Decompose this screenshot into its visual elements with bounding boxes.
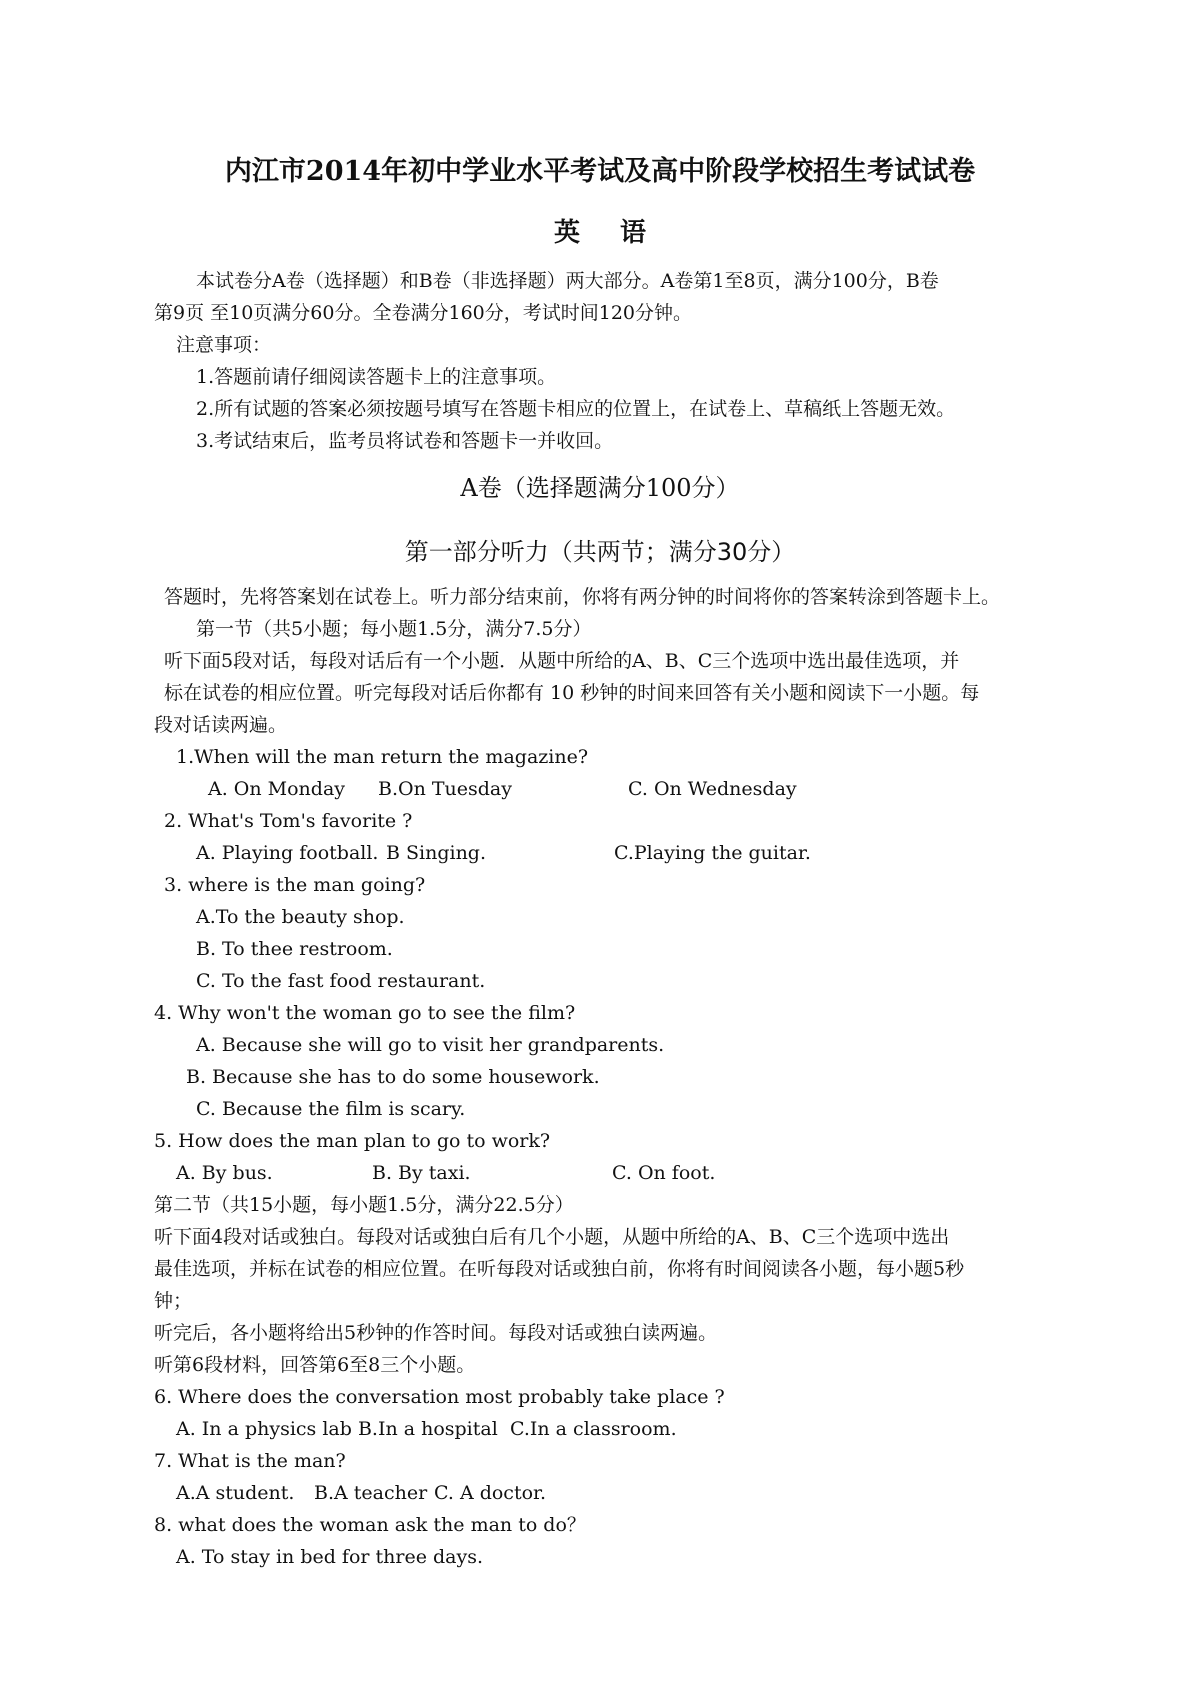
option-b: B.On Tuesday [378, 778, 512, 800]
notice-heading: 注意事项： [176, 334, 272, 356]
notice-item: 2.所有试题的答案必须按题号填写在答题卡相应的位置上，在试卷上、草稿纸上答题无效。 [196, 398, 956, 420]
question-8: 8. what does the woman ask the man to do？ [154, 1514, 586, 1536]
section-two-text: 听第6段材料，回答第6至8三个小题。 [154, 1354, 476, 1376]
option-c: C. Because the film is scary. [196, 1098, 466, 1120]
subject-title: 英语 [553, 218, 686, 248]
option-a: A. Playing football. [196, 842, 379, 864]
intro-line-2: 第9页 至10页满分60分。全卷满分160分，考试时间120分钟。 [154, 302, 693, 324]
option-b: B. Because she has to do some housework. [186, 1066, 600, 1088]
notice-item: 1.答题前请仔细阅读答题卡上的注意事项。 [196, 366, 557, 388]
section-one-heading: 第一节（共5小题；每小题1.5分，满分7.5分） [196, 618, 592, 640]
notice-item: 3.考试结束后，监考员将试卷和答题卡一并收回。 [196, 430, 614, 452]
option-c: C.Playing the guitar. [614, 842, 811, 864]
option-c: C.In a classroom. [510, 1418, 677, 1440]
option-c: C. To the fast food restaurant. [196, 970, 486, 992]
option-a: A.A student. [176, 1482, 295, 1504]
intro-line-1: 本试卷分A卷（选择题）和B卷（非选择题）两大部分。A卷第1至8页，满分100分，B卷 [196, 270, 939, 292]
part-one-instruction: 答题时，先将答案划在试卷上。听力部分结束前，你将有两分钟的时间将你的答案转涂到答题卡上。 [164, 586, 1001, 608]
question-2: 2. What's Tom's favorite ? [164, 810, 413, 832]
part-one-heading: 第一部分听力（共两节；满分30分） [404, 538, 796, 566]
option-a: A. To stay in bed for three days. [176, 1546, 484, 1568]
option-b: B.A teacher [314, 1482, 428, 1504]
option-b: B. To thee restroom. [196, 938, 393, 960]
section-two-text: 听下面4段对话或独白。每段对话或独白后有几个小题，从题中所给的A、B、C三个选项中选出 [154, 1226, 950, 1248]
question-1: 1.When will the man return the magazine? [176, 746, 589, 768]
option-a: A. On Monday [208, 778, 346, 800]
option-a: A. Because she will go to visit her grandparents. [196, 1034, 665, 1056]
option-a: A. By bus. [176, 1162, 273, 1184]
question-7: 7. What is the man? [154, 1450, 346, 1472]
question-4: 4. Why won't the woman go to see the film? [154, 1002, 576, 1024]
option-b: B. By taxi. [372, 1162, 471, 1184]
section-one-text: 听下面5段对话，每段对话后有一个小题．从题中所给的A、B、C三个选项中选出最佳选项，并 [164, 650, 960, 672]
question-5: 5. How does the man plan to go to work? [154, 1130, 551, 1152]
question-6: 6. Where does the conversation most probably take place ? [154, 1386, 725, 1408]
section-two-text: 钟； [154, 1290, 193, 1312]
option-a-b: A. In a physics lab B.In a hospital [176, 1418, 498, 1440]
option-c: C. A doctor. [434, 1482, 547, 1504]
option-a: A.To the beauty shop. [196, 906, 405, 928]
section-two-text: 最佳选项，并标在试卷的相应位置。在听每段对话或独白前，你将有时间阅读各小题，每小题5秒 [154, 1258, 965, 1280]
volume-a-heading: A卷（选择题满分100分） [460, 474, 740, 502]
option-c: C. On Wednesday [628, 778, 797, 800]
section-one-text: 段对话读两遍。 [154, 714, 288, 736]
option-c: C. On foot. [612, 1162, 716, 1184]
page-title: 内江市2014年初中学业水平考试及高中阶段学校招生考试试卷 [224, 156, 976, 187]
section-one-text: 标在试卷的相应位置。听完每段对话后你都有 10 秒钟的时间来回答有关小题和阅读下一小题。每 [164, 682, 980, 704]
option-b: B Singing. [386, 842, 487, 864]
question-3: 3. where is the man going? [164, 874, 426, 896]
section-two-text: 听完后，各小题将给出5秒钟的作答时间。每段对话或独白读两遍。 [154, 1322, 718, 1344]
section-two-heading: 第二节（共15小题，每小题1.5分，满分22.5分） [154, 1194, 574, 1216]
